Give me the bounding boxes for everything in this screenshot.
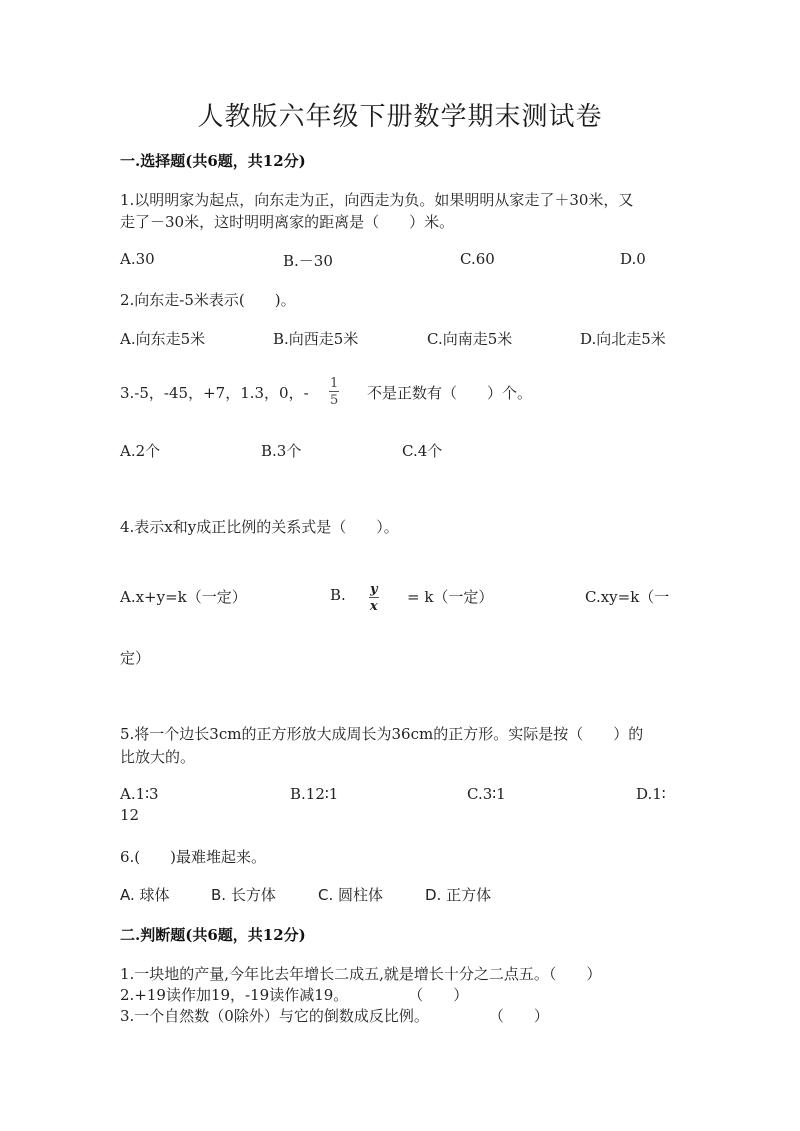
q1-option-d: D.0 <box>620 250 646 268</box>
q4-option-a: A.x+y=k（一定） <box>120 588 247 606</box>
q4-option-b-fraction <box>369 583 379 613</box>
q2-option-c: C.向南走5米 <box>427 330 513 348</box>
q1-option-a: A.30 <box>120 250 155 268</box>
q6-option-b: B. 长方体 <box>211 886 276 904</box>
q4-fraction-denominator: x <box>369 599 378 614</box>
q2-option-d: D.向北走5米 <box>580 330 666 348</box>
q6-option-a: A. 球体 <box>120 886 170 904</box>
question-1-line-2: 走了－30米，这时明明离家的距离是（ ）米。 <box>120 213 455 231</box>
question-3-text-after: 不是正数有（ ）个。 <box>367 384 533 402</box>
q4-fraction-numerator: y <box>370 582 378 597</box>
question-4-text: 4.表示x和y成正比例的关系式是（ ）。 <box>120 518 399 536</box>
judge-item-2: 2.+19读作加19，-19读作减19。 （ ） <box>120 986 469 1004</box>
judge-item-1: 1.一块地的产量,今年比去年增长二成五,就是增长十分之二点五。（ ） <box>120 965 602 983</box>
question-5-line-1: 5.将一个边长3cm的正方形放大成周长为36cm的正方形。实际是按（ ）的 <box>120 725 644 743</box>
question-1-line-1: 1.以明明家为起点，向东走为正，向西走为负。如果明明从家走了＋30米，又 <box>120 191 634 209</box>
q1-option-b: B.－30 <box>283 252 333 270</box>
question-3-text-before: 3.-5，-45，+7，1.3，0，- <box>120 384 309 402</box>
q4-option-b-prefix: B. <box>330 586 346 604</box>
q5-option-b: B.12∶1 <box>290 785 339 803</box>
q6-option-d: D. 正方体 <box>425 886 492 904</box>
q4-option-c-line-1: C.xy=k（一 <box>585 588 670 606</box>
q1-option-c: C.60 <box>460 250 495 268</box>
q3-option-c: C.4个 <box>402 442 443 460</box>
q2-option-b: B.向西走5米 <box>273 330 359 348</box>
section-heading-judgement: 二.判断题(共6题，共12分) <box>120 926 306 944</box>
q4-option-c-line-2: 定） <box>120 649 151 667</box>
q5-option-d: D.1∶ <box>636 785 666 803</box>
q3-fraction <box>329 377 339 407</box>
question-5-line-2: 比放大的。 <box>120 748 196 766</box>
section-heading-choice: 一.选择题(共6题，共12分) <box>120 152 306 170</box>
q3-option-b: B.3个 <box>261 442 302 460</box>
q3-fraction-denominator: 5 <box>330 393 339 408</box>
q5-option-d-line-2: 12 <box>120 806 140 824</box>
q5-option-c: C.3∶1 <box>467 785 506 803</box>
question-2-text: 2.向东走-5米表示( )。 <box>120 291 296 309</box>
q4-option-b-suffix: = k（一定） <box>407 588 494 606</box>
judge-item-3: 3.一个自然数（0除外）与它的倒数成反比例。 （ ） <box>120 1007 549 1025</box>
q3-option-a: A.2个 <box>120 442 161 460</box>
question-6-text: 6.( )最难堆起来。 <box>120 848 267 866</box>
q6-option-c: C. 圆柱体 <box>318 886 384 904</box>
page-title: 人教版六年级下册数学期末测试卷 <box>197 102 603 132</box>
q5-option-a: A.1∶3 <box>120 785 159 803</box>
q2-option-a: A.向东走5米 <box>120 330 206 348</box>
q3-fraction-numerator: 1 <box>330 376 339 391</box>
